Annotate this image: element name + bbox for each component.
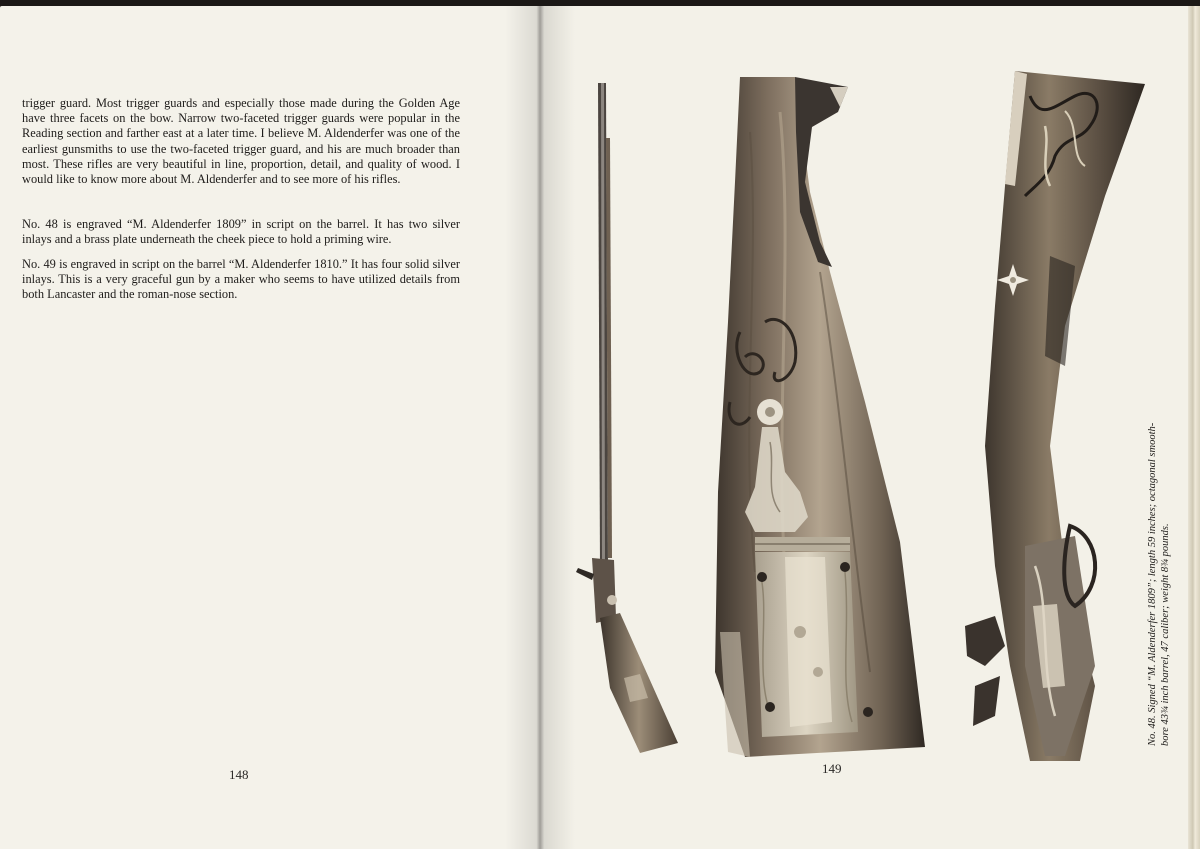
page-edges: [1188, 6, 1200, 849]
butt-stock-detail-photo: [700, 72, 935, 762]
caption-line-2: bore 43¾ inch barrel, 47 caliber; weight 8¾ pounds.: [1159, 523, 1171, 746]
paragraph-trigger-guard: trigger guard. Most trigger guards and especially those made during the Golden Age have three facets on the bow. Narrow two-faceted trigger guards were popular in the Reading section and farther east at a later time. I believe M. Aldenderfer was one of the earliest gunsmiths to use the two-faceted trigger guard, and his are much broader than most. These rifles are very beautiful in line, proportion, detail, and quality of wood. I would like to know more about M. Aldenderfer and to see more of his rifles.: [22, 96, 460, 187]
page-number-left: 148: [229, 767, 249, 782]
left-page: [0, 6, 540, 849]
caption-line-1: No. 48. Signed “M. Aldenderfer 1809”; length 59 inches; octagonal smooth-: [1147, 422, 1158, 746]
figure-caption: [1147, 422, 1172, 746]
paragraph-no-48: No. 48 is engraved “M. Aldenderfer 1809” in script on the barrel. It has two silver inlays and a brass plate underneath the cheek piece to hold a priming wire.: [22, 217, 460, 247]
page-number-right: 149: [822, 761, 842, 776]
full-rifle-photo: [570, 78, 685, 758]
lock-side-photo: [955, 66, 1150, 766]
paragraph-no-49: No. 49 is engraved in script on the barrel “M. Aldenderfer 1810.” It has four solid silver inlays. This is a very graceful gun by a maker who seems to have utilized details from both Lancaster and the roman-nose section.: [22, 257, 460, 302]
